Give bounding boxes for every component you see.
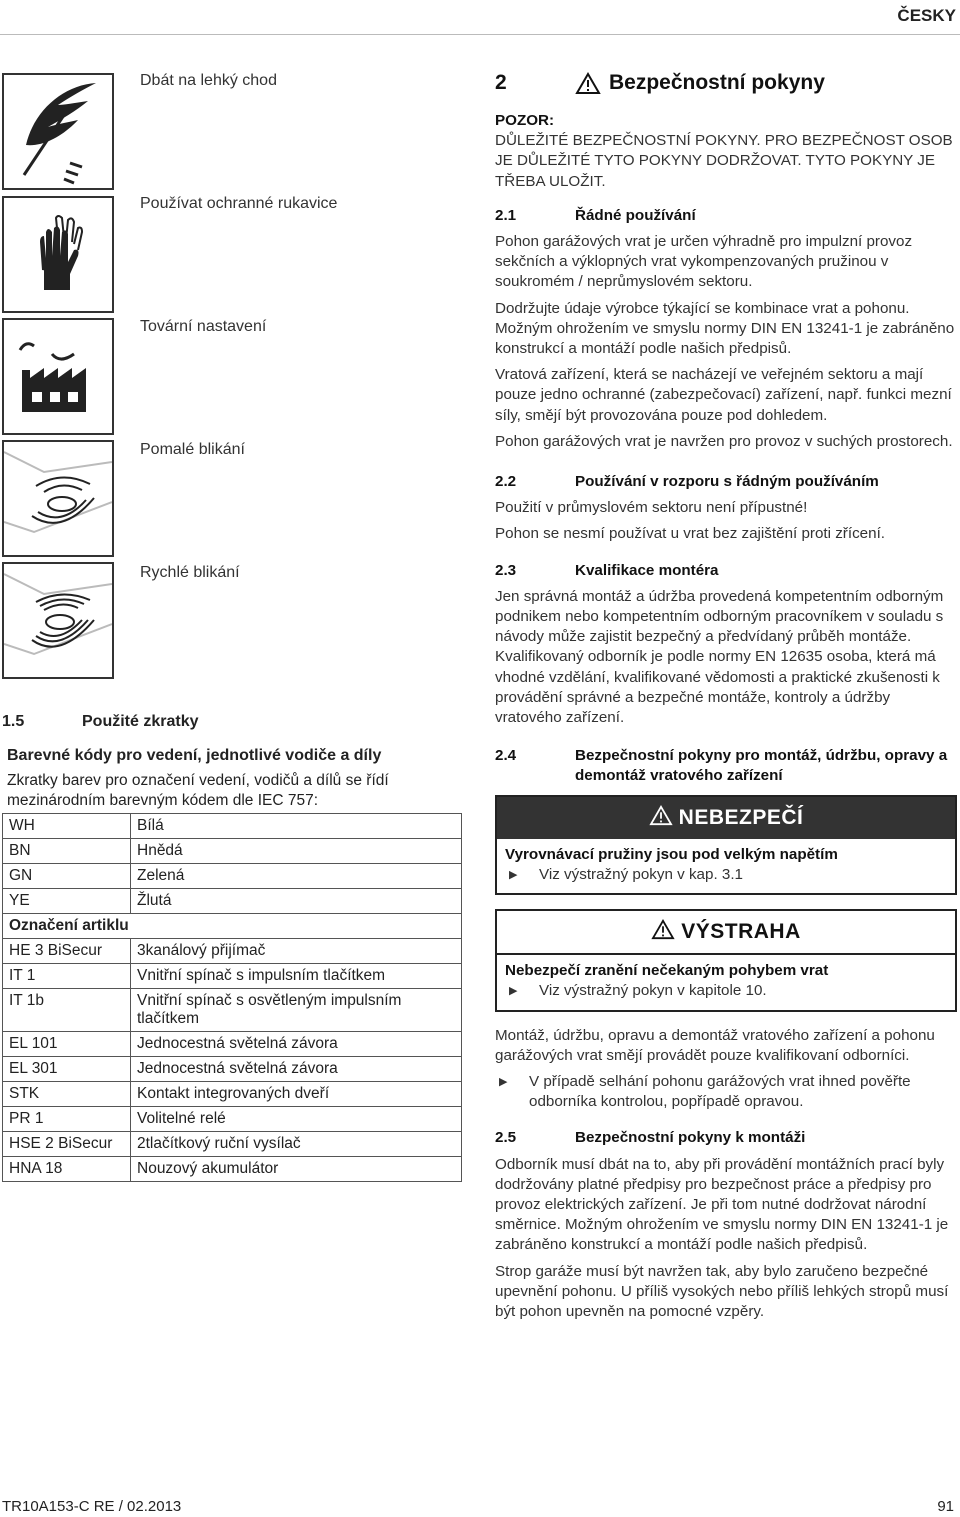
subsection-number: 2.5 xyxy=(495,1129,517,1147)
factory-icon xyxy=(4,320,112,433)
gloves-icon xyxy=(4,198,112,311)
fast-blink-pictogram xyxy=(2,562,114,679)
section-title: Použité zkratky xyxy=(82,713,199,730)
fast-blink-icon xyxy=(4,564,112,677)
subsection-number: 2.1 xyxy=(495,206,517,224)
header-divider xyxy=(0,34,960,35)
language-label: ČESKY xyxy=(897,6,956,25)
table-row: WH Bílá xyxy=(3,814,462,839)
paragraph: Montáž, údržbu, opravu a demontáž vratového zařízení a pohonu garážových vrat smějí provádět pouze kvalifikovaní odborníci. xyxy=(495,1026,935,1064)
pictogram-label: Tovární nastavení xyxy=(140,318,267,335)
table-row: HNA 18 Nouzový akumulátor xyxy=(3,1157,462,1182)
bullet-item: ▶ V případě selhání pohonu garážových vrat ihned pověřte odborníka kontrolou, popřípadě opravou. xyxy=(495,1072,957,1112)
pictogram-label: Rychlé blikání xyxy=(140,564,240,581)
pictogram-label: Pomalé blikání xyxy=(140,441,245,458)
subsection-title: Používání v rozporu s řádným používáním xyxy=(575,473,879,491)
paragraph: Pohon garážových vrat je navržen pro provoz v suchých prostorech. xyxy=(495,432,953,450)
codes-table xyxy=(2,813,462,1182)
slow-blink-icon xyxy=(4,442,112,555)
subsection-number: 2.4 xyxy=(495,747,517,765)
subsection-number: 2.3 xyxy=(495,561,517,579)
warning-reference: ▶ Viz výstražný pokyn v kapitole 10. xyxy=(505,981,947,1001)
subsection-title: Kvalifikace montéra xyxy=(575,561,719,579)
paragraph: Strop garáže musí být navržen tak, aby bylo zaručeno bezpečné upevnění pohonu. U příliš vysokých nebo příliš lehkých stropů musí být pohon upevněn na pomocné vzpěry. xyxy=(495,1262,949,1320)
paragraph: Vratová zařízení, která se nacházejí ve veřejném sektoru a mají pouze jedno ochranné (zabezpečovací) zařízení, např. funkci mezní síly, smějí být provozována pouze pod dohledem. xyxy=(495,366,952,424)
danger-label: NEBEZPEČÍ xyxy=(678,805,804,829)
table-row: PR 1 Volitelné relé xyxy=(3,1107,462,1132)
paragraph: Jen správná montáž a údržba provedená kompetentním odborným podnikem nebo kompetentním odborným pracovníkem v souladu s návody může zajistit bezpečný a předvídaný průběh montáže. Kvalifikovaný odborník je podle normy EN 12635 osoba, která má vhodné vzdělání, kvalifikované vědomosti a praktické zkušenosti k provádění správné a bezpečné montáže, kontroly a údržby vratového zařízení. xyxy=(495,587,944,727)
subsection-title: Řádné používání xyxy=(575,206,696,224)
paragraph: Pohon se nesmí používat u vrat bez zajištění proti zřícení. xyxy=(495,525,886,543)
pictogram-label: Dbát na lehký chod xyxy=(140,72,277,89)
warning-box xyxy=(495,909,957,1011)
section-number: 1.5 xyxy=(2,713,25,730)
factory-pictogram xyxy=(2,318,114,435)
warning-triangle-icon xyxy=(651,919,675,940)
intro-text: Zkratky barev pro označení vedení, vodičů a dílů se řídí mezinárodním barevným kódem dle IEC 757: xyxy=(7,772,389,809)
footer-doc-id: TR10A153-C RE / 02.2013 xyxy=(2,1498,182,1515)
right-column xyxy=(495,72,957,1328)
table-subheader: Označení artiklu xyxy=(3,914,462,939)
table-row: STK Kontakt integrovaných dveří xyxy=(3,1082,462,1107)
table-row: IT 1 Vnitřní spínač s impulsním tlačítkem xyxy=(3,964,462,989)
section-title: Bezpečnostní pokyny xyxy=(609,71,825,95)
subsection-title: Bezpečnostní pokyny pro montáž, údržbu, opravy a demontáž vratového zařízení xyxy=(575,747,948,785)
warning-triangle-icon xyxy=(649,805,673,826)
table-row: HE 3 BiSecur 3kanálový přijímač xyxy=(3,939,462,964)
caution-label: POZOR: xyxy=(495,112,555,129)
subsection-title: Barevné kódy pro vedení, jednotlivé vodiče a díly xyxy=(7,747,382,764)
paragraph: Pohon garážových vrat je určen výhradně pro impulzní provoz sekčních a výklopných vrat vykompenzovaných pružinou v soukromém / neprůmyslovém sektoru. xyxy=(495,233,913,291)
subsection-title: Bezpečnostní pokyny k montáži xyxy=(575,1129,806,1147)
table-row: IT 1b Vnitřní spínač s osvětleným impulsním tlačítkem xyxy=(3,989,462,1032)
table-row: EL 101 Jednocestná světelná závora xyxy=(3,1032,462,1057)
warning-triangle-icon xyxy=(575,72,601,95)
page-number: 91 xyxy=(937,1498,954,1515)
warning-label: VÝSTRAHA xyxy=(681,920,801,944)
gloves-pictogram xyxy=(2,196,114,313)
caution-text: DŮLEŽITÉ BEZPEČNOSTNÍ POKYNY. PRO BEZPEČNOST OSOB JE DŮLEŽITÉ TYTO POKYNY DODRŽOVAT. TYTO POKYNY JE TŘEBA ULOŽIT. xyxy=(495,132,953,190)
paragraph: Použití v průmyslovém sektoru není přípustné! xyxy=(495,499,808,517)
danger-text: Vyrovnávací pružiny jsou pod velkým napětím xyxy=(505,845,838,863)
danger-reference: ▶ Viz výstražný pokyn v kap. 3.1 xyxy=(505,865,947,885)
feather-pictogram xyxy=(2,73,114,190)
danger-box xyxy=(495,795,957,895)
table-row: EL 301 Jednocestná světelná závora xyxy=(3,1057,462,1082)
table-row: GN Zelená xyxy=(3,864,462,889)
warning-text: Nebezpečí zranění nečekaným pohybem vrat xyxy=(505,962,829,980)
slow-blink-pictogram xyxy=(2,440,114,557)
table-row: BN Hnědá xyxy=(3,839,462,864)
table-row: YE Žlutá xyxy=(3,889,462,914)
paragraph: Dodržujte údaje výrobce týkající se kombinace vrat a pohonu. Možným ohrožením ve smyslu normy DIN EN 13241-1 je zabráněno konstrukcí a montáží podle našich předpisů. xyxy=(495,299,955,358)
table-row: HSE 2 BiSecur 2tlačítkový ruční vysílač xyxy=(3,1132,462,1157)
section-number: 2 xyxy=(495,71,507,95)
subsection-number: 2.2 xyxy=(495,473,517,491)
paragraph: Odborník musí dbát na to, aby při provádění montážních prací byly dodržovány platné předpisy pro bezpečnost práce a předpisy pro provoz elektrických zařízení. Je při tom nutné dodržovat národní směrnice. Možným ohrožením ve smyslu normy DIN EN 13241-1 je zabráněno konstrukcí a montáží podle našich předpisů. xyxy=(495,1155,949,1254)
pictogram-label: Používat ochranné rukavice xyxy=(140,195,338,212)
feather-icon xyxy=(4,75,112,188)
